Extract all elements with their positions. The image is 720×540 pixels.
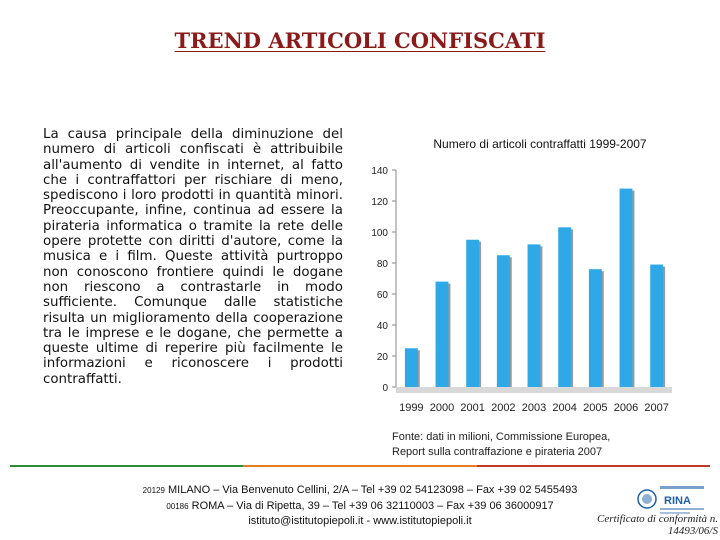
footer-milano: [100, 483, 620, 499]
divider-red: [477, 465, 710, 467]
bar: [620, 189, 633, 387]
bar: [466, 240, 479, 387]
bar-chart: [360, 160, 680, 420]
y-tick-label: 140: [371, 166, 388, 177]
divider-green: [10, 465, 243, 467]
source-line-2: Report sulla contraffazione e pirateria 2007: [392, 446, 603, 458]
y-tick-label: 60: [376, 290, 388, 301]
x-tick-label: 2005: [583, 402, 608, 414]
x-axis-floor: [396, 387, 672, 393]
chart-svg: [360, 160, 680, 420]
footer-divider: [10, 465, 710, 468]
footer-cap-roma: 00186: [166, 501, 189, 511]
y-tick-label: 80: [376, 259, 388, 270]
x-tick-label: 2007: [644, 402, 669, 414]
x-tick-label: 2002: [491, 402, 516, 414]
x-tick-label: 2006: [613, 402, 639, 414]
y-tick-label: 100: [371, 228, 388, 239]
footer-milano-text: MILANO – Via Benvenuto Cellini, 2/A – Tel +39 02 54123098 – Fax +39 02 5455493: [167, 484, 578, 496]
bar: [589, 269, 602, 387]
bar: [405, 348, 418, 387]
y-tick-label: 0: [382, 383, 388, 394]
x-tick-label: 1999: [399, 402, 424, 414]
bar: [558, 227, 571, 387]
footer-roma-text: ROMA – Via di Ripetta, 39 – Tel +39 06 32110003 – Fax +39 06 36000917: [191, 499, 554, 512]
chart-source: [392, 430, 692, 460]
x-tick-label: 2004: [552, 402, 577, 414]
y-tick-label: 20: [376, 352, 388, 363]
bar: [650, 265, 663, 387]
y-tick-label: 40: [376, 321, 388, 332]
x-tick-label: 2001: [460, 402, 485, 414]
x-tick-label: 2003: [521, 402, 547, 414]
bar: [436, 282, 449, 387]
source-line-1: Fonte: dati in milioni, Commissione Europea,: [392, 431, 611, 443]
certificate-text: Certificato di conformità n. 14493/06/S: [597, 513, 718, 537]
chart-title: Numero di articoli contraffatti 1999-2007: [433, 137, 647, 151]
footer-web[interactable]: istituto@istitutopiepoli.it - www.istitutopiepoli.it: [248, 515, 472, 527]
contact-footer: [100, 483, 620, 529]
divider-orange: [243, 465, 477, 467]
page-title: TREND ARTICOLI CONFISCATI: [174, 28, 546, 53]
footer-cap-milano: 20129: [142, 486, 165, 495]
y-tick-label: 120: [371, 197, 388, 208]
body-paragraph: La causa principale della diminuzione del numero di articoli confiscati è attribuibile all'aumento di vendite in internet, al fatto che i contraffattori per rischiare di meno, spediscono i loro prodotti in quantità minori. Preoccupante, infine, continua ad essere la pirateria informatica o tramite la rete delle opere protette con diritti d'autore, come la musica e i film. Queste attività purtroppo non conoscono frontiere quindi le dogane non riescono a contrastarle in modo sufficiente. Comunque dalle statistiche risulta un miglioramento della cooperazione tra le imprese e le dogane, che permette a queste ultime di reperire più facilmente le informazioni e riconoscere i prodotti contraffatti.: [43, 127, 343, 387]
x-tick-label: 2000: [429, 402, 455, 414]
svg-text:RINA: RINA: [664, 495, 691, 507]
bar: [528, 244, 541, 387]
bar: [497, 255, 510, 387]
footer-roma: [100, 499, 620, 515]
